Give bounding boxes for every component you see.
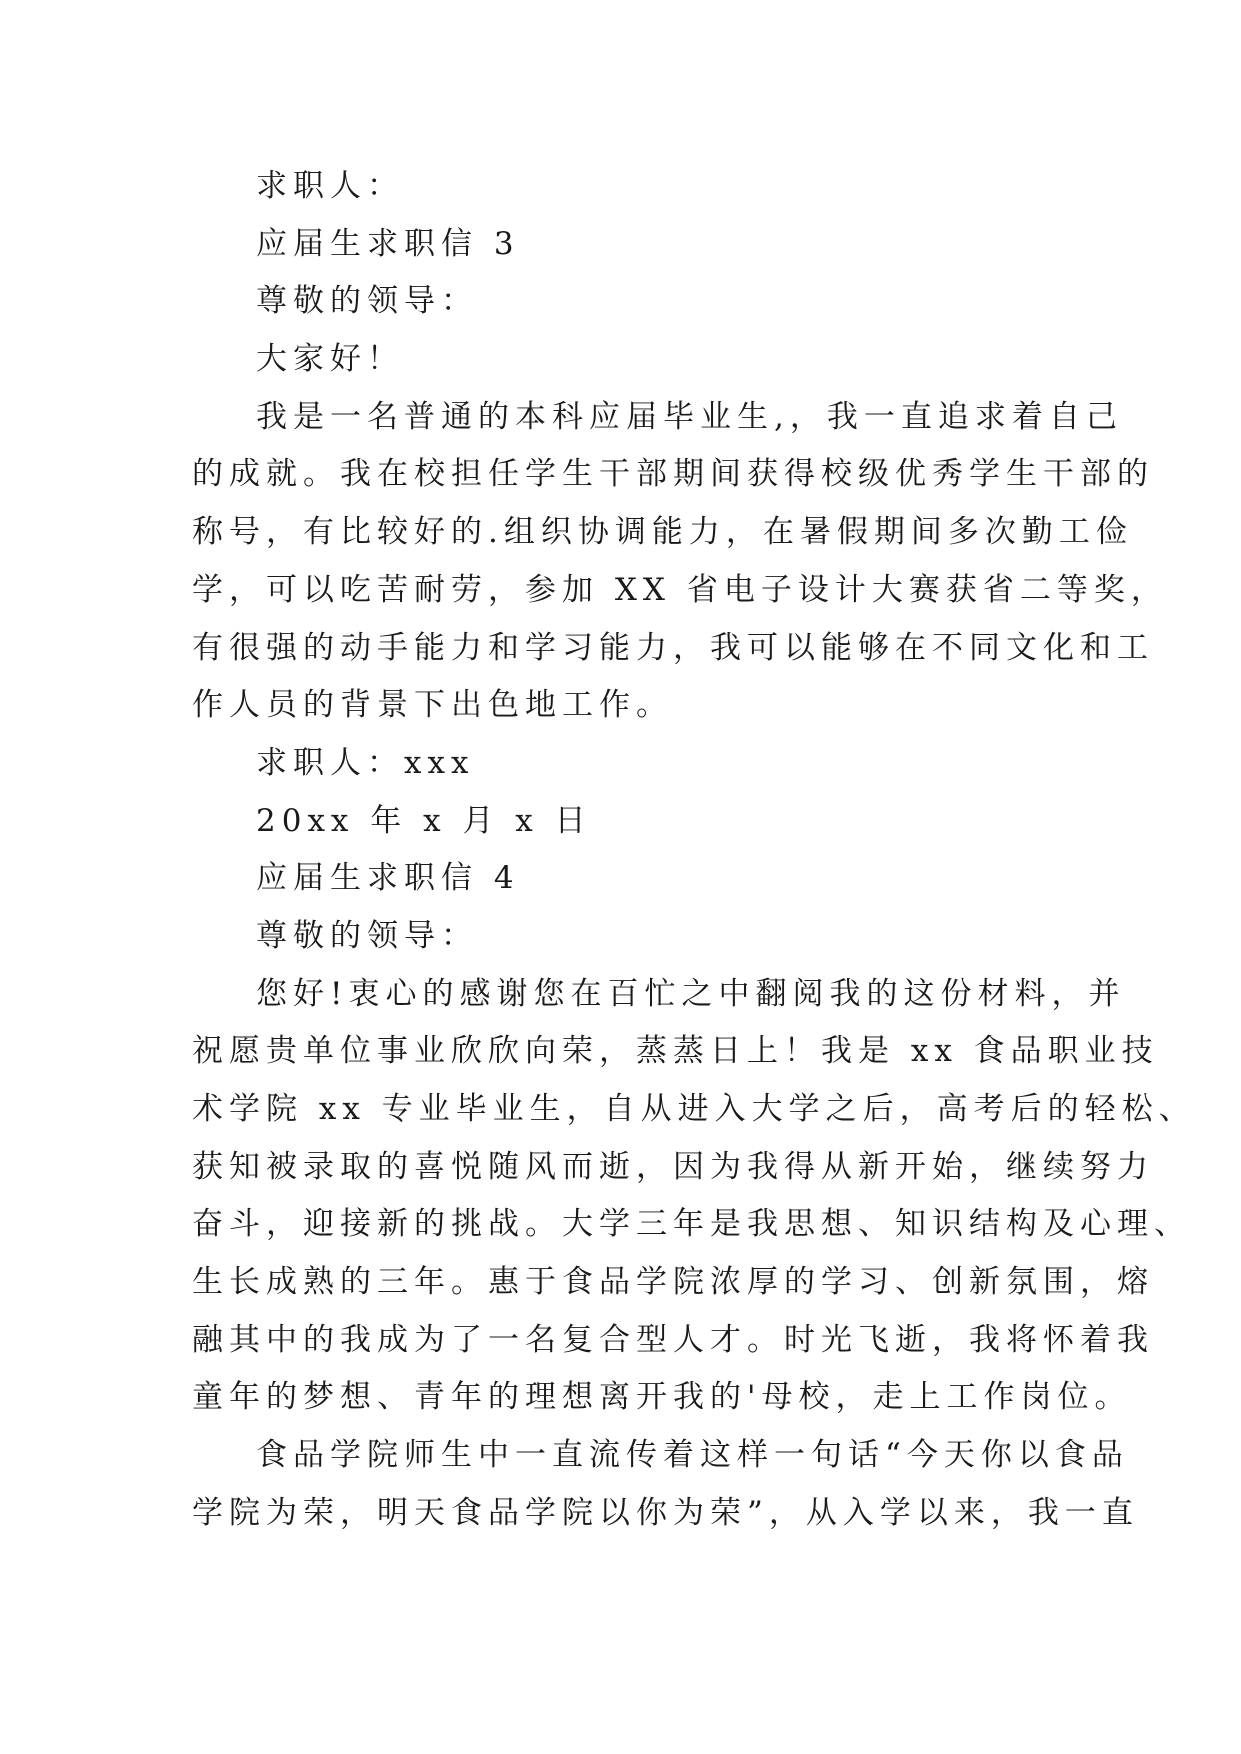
document-body [192,158,1196,1543]
paragraph-line: 作人员的背景下出色地工作。 [192,687,673,724]
applicant-signature-line: 求职人： [256,168,404,204]
applicant-signature-line: 求职人：xxx [256,744,475,781]
paragraph-line: 有很强的动手能力和学习能力，我可以能够在不同文化和工 [192,629,1154,666]
salutation-line: 尊敬的领导： [256,917,478,954]
paragraph-line: 学，可以吃苦耐劳，参加 XX 省电子设计大赛获省二等奖， [192,571,1168,608]
paragraph-line: 术学院 xx 专业毕业生，自从进入大学之后，高考后的轻松、 [192,1091,1196,1127]
paragraph-line: 称号，有比较好的.组织协调能力，在暑假期间多次勤工俭 [192,514,1133,551]
section-title-letter-3: 应届生求职信 3 [256,225,520,262]
paragraph-line: 融其中的我成为了一名复合型人才。时光飞逝，我将怀着我 [192,1321,1154,1358]
paragraph-line: 食品学院师生中一直流传着这样一句话“今天你以食品 [256,1437,1129,1474]
salutation-line: 尊敬的领导： [256,283,478,320]
greeting-line: 大家好！ [256,341,404,378]
paragraph-line: 学院为荣，明天食品学院以你为荣”，从入学以来，我一直 [192,1494,1139,1531]
date-line: 20xx 年 x 月 x 日 [256,802,592,839]
paragraph-line: 您好!衷心的感谢您在百忙之中翻阅我的这份材料，并 [256,975,1126,1012]
section-title-letter-4: 应届生求职信 4 [256,860,520,897]
paragraph-line: 我是一名普通的本科应届毕业生,，我一直追求着自己 [256,398,1123,435]
paragraph-line: 奋斗，迎接新的挑战。大学三年是我思想、知识结构及心理、 [192,1206,1191,1243]
paragraph-line: 祝愿贵单位事业欣欣向荣，蒸蒸日上！我是 xx 食品职业技 [192,1033,1159,1070]
paragraph-line: 童年的梦想、青年的理想离开我的'母校，走上工作岗位。 [192,1379,1132,1416]
paragraph-line: 的成就。我在校担任学生干部期间获得校级优秀学生干部的 [192,456,1154,493]
paragraph-line: 获知被录取的喜悦随风而逝，因为我得从新开始，继续努力 [192,1148,1154,1185]
paragraph-line: 生长成熟的三年。惠于食品学院浓厚的学习、创新氛围，熔 [192,1264,1154,1301]
